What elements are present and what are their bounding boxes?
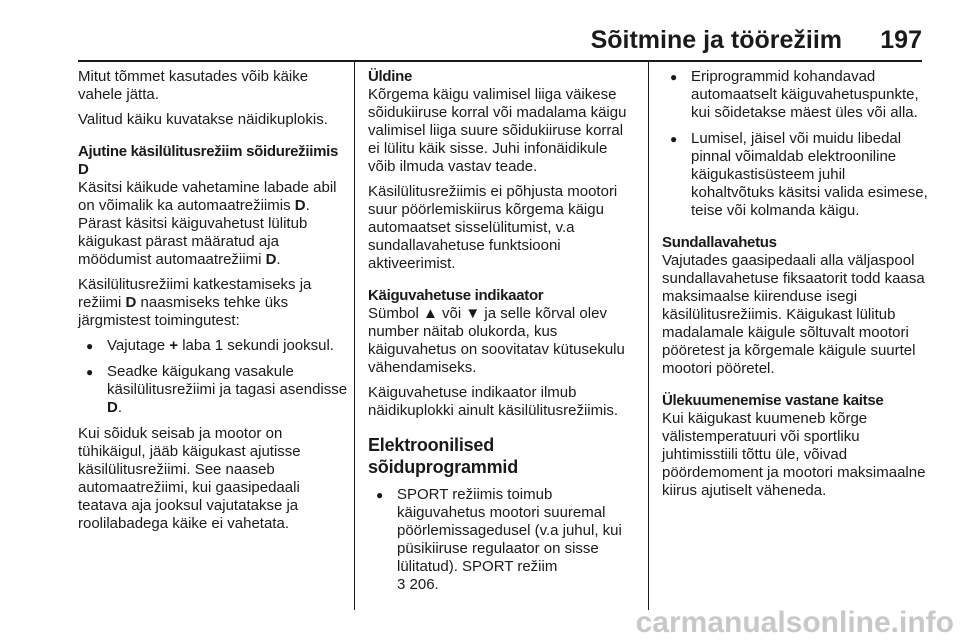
column-2 [368, 68, 636, 602]
bullet-list [662, 68, 932, 220]
list-item [78, 337, 348, 355]
column-1 [78, 68, 348, 540]
section-heading: Käiguvahetuse indikaator [368, 287, 544, 304]
page-header [78, 26, 922, 56]
mode-d: D [125, 294, 137, 311]
text: Käsitsi käikude vahetamine labade abil on võimalik ka automaatrežiimis [78, 179, 337, 214]
paragraph [78, 276, 348, 330]
paragraph: Kui sõiduk seisab ja mootor on tühikäigul, jääb käigukast ajutisse käsilülitusrežiimi. See naaseb automaatrežiimi, kui gaasipedaali teatava aja jooksul vajutatakse ja roolilabadega käike ei vahetata. [78, 425, 301, 532]
text: SPORT režiimis toimub käiguvahetus mootori suuremal pöörlemissagedusel (v.a juhul, kui püsikiiruse regulaator on sisse lülitatud). SPORT režiim [397, 486, 622, 575]
paragraph: Vajutades gaasipedaali alla väljaspool sundallavahetuse fiksaatorit todd kaasa maksimaalse kiirenduse isegi käsilülitusrežiimis. Käigukast lülitub madalamale käigule sõltuvalt mootori pööretest ja kõrgemale käigule suurtel mootori pööretel. [662, 252, 925, 377]
plus-symbol: + [169, 337, 179, 354]
text: Seadke käigukang vasakule käsilülitusrežiimi ja tagasi asendisse [107, 363, 348, 398]
paragraph: Sümbol ▲ või ▼ ja selle kõrval olev number näitab olukorda, kus käiguvahetus on soovitatav kütusekulu vähendamiseks. [368, 305, 625, 376]
page-number: 197 [880, 26, 922, 54]
paragraph: Käiguvahetuse indikaator ilmub näidikuplokki ainult käsilülitusrežiimis. [368, 384, 619, 419]
paragraph: Mitut tõmmet kasutades võib käike vahele jätta. [78, 68, 309, 103]
column-divider [354, 62, 355, 610]
text: . Pärast käsitsi käiguvahetust lülitub käigukast pärast määratud aja möödumist automaatrežiimi [78, 197, 310, 268]
text: . [117, 399, 123, 416]
mode-d: D [294, 197, 306, 214]
mode-d: D [265, 251, 277, 268]
column-3 [662, 68, 932, 507]
paragraph: Kui käigukast kuumeneb kõrge välistemperatuuri või sportliku juhtimisstiili tõttu üle, võivad pöördemoment ja mootori maksimaalne kiirus ajutiselt väheneda. [662, 410, 926, 499]
paragraph: Valitud käiku kuvatakse näidikuplokis. [78, 111, 328, 128]
bullet-list [368, 486, 636, 594]
section-heading-large: Elektroonilised sõiduprogrammid [368, 435, 519, 477]
paragraph: Käsilülitusrežiimis ei põhjusta mootori suur pöörlemiskiirus kõrgema käigu automaatset sisselülitumist, v.a sundallavahetuse funktsiooni aktiveerimist. [368, 183, 618, 272]
list-item: ● Lumisel, jäisel või muidu libedal pinnal võimaldab elektrooniline käigukastisüsteem juhil kohaltvõtuks käsitsi valida esimese, teise või kolmanda käigu. [662, 130, 932, 220]
text: Vajutage [107, 337, 170, 354]
column-divider [648, 62, 649, 610]
section-heading: Sundallavahetus [662, 234, 777, 251]
header-rule [78, 60, 922, 62]
text: laba 1 sekundi jooksul. [178, 337, 334, 354]
mode-d: D [107, 399, 118, 416]
bullet-list [78, 337, 348, 417]
paragraph: Kõrgema käigu valimisel liiga väikese sõidukiiruse korral või madalama käigu valimisel liiga suure sõidukiiruse korral ei lülitu käik sisse. Juhi infonäidikule võib ilmuda vastav teade. [368, 86, 627, 175]
list-item [368, 486, 636, 594]
list-item [78, 363, 348, 417]
section-heading [78, 143, 348, 179]
text: Käsilülitusrežiimi katkestamiseks ja režiimi [78, 276, 312, 311]
page-reference-link[interactable]: 3 206. [397, 576, 439, 593]
section-heading: Üldine [368, 68, 413, 85]
paragraph [78, 179, 348, 269]
page-title: Sõitmine ja töörežiim [590, 26, 842, 54]
text: naasmiseks tehke üks järgmistest toimingutest: [78, 294, 289, 329]
heading-text: Ajutine käsilülitusrežiim sõidurežiimis D [78, 143, 339, 178]
text: . [276, 251, 281, 268]
list-item: ● Eriprogrammid kohandavad automaatselt käiguvahetuspunkte, kui sõidetakse mäest üles või alla. [662, 68, 932, 122]
section-heading: Ülekuumenemise vastane kaitse [662, 392, 884, 409]
watermark: carmanualsonline.info [635, 606, 954, 639]
